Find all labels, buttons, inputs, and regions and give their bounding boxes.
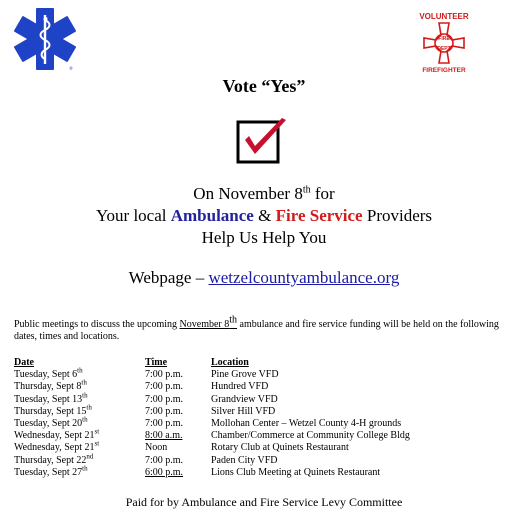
row-date: Thursday, Sept 15th (14, 403, 92, 417)
row-time: 7:00 p.m. (145, 393, 184, 405)
webpage-link[interactable]: wetzelcountyambulance.org (208, 268, 400, 287)
headline-line-2: Your local Ambulance & Fire Service Providers (95, 206, 433, 225)
firefighter-emblem (412, 8, 476, 74)
row-location: Mollohan Center – Wetzel County 4-H grounds (211, 418, 402, 429)
webpage-label: Webpage – (128, 268, 209, 287)
checked-box-icon (236, 116, 290, 164)
row-time: 7:00 p.m. (145, 418, 184, 429)
emblem-bottom-text: FIREFIGHTER (422, 67, 466, 74)
header-location: Location (211, 357, 249, 368)
row-time: 7:00 p.m. (145, 454, 184, 466)
svg-text:®: ® (69, 66, 73, 71)
vote-title: Vote “Yes” (222, 76, 306, 96)
row-location: Chamber/Commerce at Community College Bldg (211, 430, 410, 442)
intro-date: November 8th (179, 314, 238, 330)
row-location: Lions Club Meeting at Quinets Restaurant (211, 466, 381, 478)
emblem-inner-top: FIRE (438, 36, 450, 42)
row-location: Hundred VFD (211, 381, 269, 393)
intro-paragraph: Public meetings to discuss the upcoming November 8th ambulance and fire service funding will be held on the following dates, times and locations. (14, 314, 499, 342)
headline-line-1: On November 8th for (193, 184, 335, 203)
row-date: Tuesday, Sept 6th (14, 366, 83, 381)
row-date: Tuesday, Sept 20th (14, 415, 88, 429)
row-time: 7:00 p.m. (145, 405, 184, 417)
footer-text: Paid for by Ambulance and Fire Service Levy Committee (125, 495, 403, 509)
row-location: Rotary Club at Quinets Restaurant (211, 442, 349, 454)
row-time: 6:00 p.m. (145, 466, 184, 478)
webpage-line (0, 268, 528, 288)
row-location: Paden City VFD (211, 454, 278, 466)
emblem-top-text: VOLUNTEER (419, 12, 469, 21)
row-time: 8:00 a.m. (145, 430, 183, 442)
row-date: Tuesday, Sept 13th (14, 391, 88, 405)
header-date: Date (14, 357, 34, 368)
emblem-inner-bottom: DEPT (437, 46, 451, 52)
fire-service-text: Fire Service (275, 206, 363, 225)
row-time: Noon (145, 442, 168, 454)
row-location: Pine Grove VFD (211, 369, 279, 381)
row-time: 7:00 p.m. (145, 369, 184, 381)
row-date: Tuesday, Sept 27th (14, 464, 88, 478)
star-of-life-logo (14, 6, 76, 72)
row-location: Grandview VFD (211, 393, 278, 405)
headline-line-3: Help Us Help You (201, 228, 327, 247)
row-date: Wednesday, Sept 21st (14, 427, 100, 442)
row-date: Wednesday, Sept 21st (14, 440, 100, 454)
header-time: Time (145, 357, 168, 368)
row-date: Thursday, Sept 22nd (14, 452, 94, 466)
row-date: Thursday, Sept 8th (14, 379, 87, 393)
row-time: 7:00 p.m. (145, 381, 184, 393)
ambulance-text: Ambulance (170, 206, 254, 225)
row-location: Silver Hill VFD (211, 405, 276, 417)
